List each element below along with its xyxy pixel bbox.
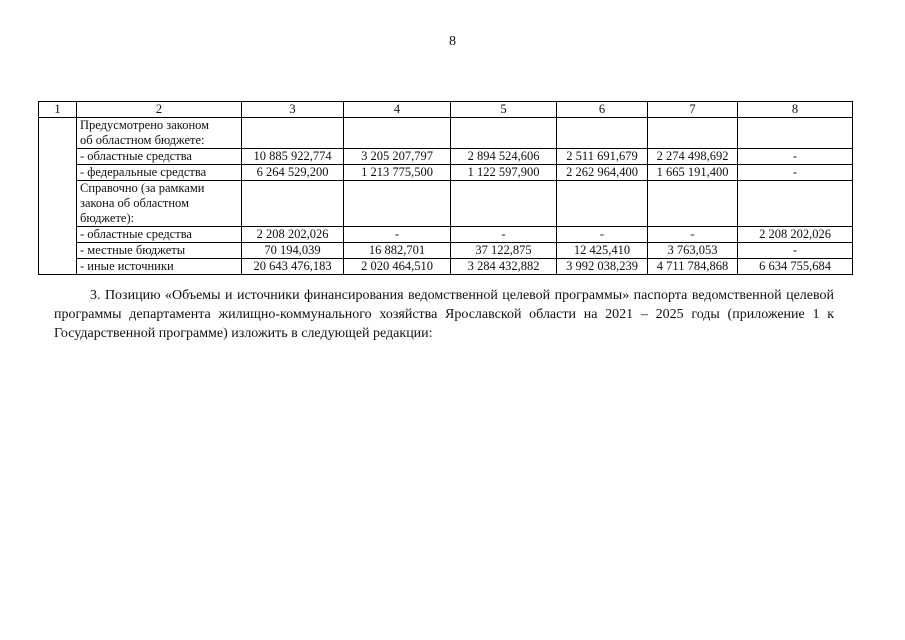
header-cell: 3 <box>242 102 344 118</box>
block-title-line: Справочно (за рамками <box>80 181 205 195</box>
value-cell: - <box>738 149 853 165</box>
empty-cell <box>451 118 557 149</box>
table-row <box>39 259 853 275</box>
value-cell: 4 711 784,868 <box>648 259 738 275</box>
value-cell: 2 020 464,510 <box>344 259 451 275</box>
value-cell: 1 665 191,400 <box>648 165 738 181</box>
empty-cell <box>242 181 344 227</box>
value-cell: 1 213 775,500 <box>344 165 451 181</box>
value-cell: 37 122,875 <box>451 243 557 259</box>
row-label: - федеральные средства <box>77 165 242 181</box>
block-title-line: закона об областном <box>80 196 189 210</box>
row-label: - иные источники <box>77 259 242 275</box>
value-cell: 3 992 038,239 <box>557 259 648 275</box>
value-cell: 12 425,410 <box>557 243 648 259</box>
header-cell: 5 <box>451 102 557 118</box>
value-cell: - <box>738 165 853 181</box>
block-title-row <box>39 118 853 149</box>
table-row <box>39 243 853 259</box>
value-cell: 2 262 964,400 <box>557 165 648 181</box>
value-cell: 70 194,039 <box>242 243 344 259</box>
table-row <box>39 149 853 165</box>
table-row <box>39 227 853 243</box>
block-title-row <box>39 181 853 227</box>
funding-table <box>38 101 853 275</box>
value-cell: 20 643 476,183 <box>242 259 344 275</box>
block-title <box>77 181 242 227</box>
value-cell: 3 205 207,797 <box>344 149 451 165</box>
value-cell: - <box>557 227 648 243</box>
value-cell: 6 264 529,200 <box>242 165 344 181</box>
amendment-paragraph: 3. Позицию «Объемы и источники финансирования ведомственной целевой программы» паспорта ведомственной целевой программы департамента жилищно-коммунального хозяйства Ярославской области на 2021 – 2025 годы (приложение 1 к Государственной программе) изложить в следующей редакции: <box>54 288 834 341</box>
value-cell: - <box>344 227 451 243</box>
empty-cell <box>451 181 557 227</box>
empty-cell <box>242 118 344 149</box>
value-cell: - <box>648 227 738 243</box>
empty-cell <box>557 118 648 149</box>
value-cell: - <box>451 227 557 243</box>
row-label: - местные бюджеты <box>77 243 242 259</box>
block-title <box>77 118 242 149</box>
value-cell: 2 511 691,679 <box>557 149 648 165</box>
header-cell: 2 <box>77 102 242 118</box>
value-cell: 3 763,053 <box>648 243 738 259</box>
empty-cell <box>738 181 853 227</box>
table-row <box>39 165 853 181</box>
empty-cell <box>738 118 853 149</box>
empty-cell <box>557 181 648 227</box>
value-cell: 2 208 202,026 <box>738 227 853 243</box>
value-cell: - <box>738 243 853 259</box>
block-title-line: Предусмотрено законом <box>80 118 210 132</box>
header-cell: 4 <box>344 102 451 118</box>
table-header-row <box>39 102 853 118</box>
row-label: - областные средства <box>77 227 242 243</box>
value-cell: 6 634 755,684 <box>738 259 853 275</box>
empty-cell <box>344 181 451 227</box>
header-cell: 1 <box>39 102 77 118</box>
value-cell: 1 122 597,900 <box>451 165 557 181</box>
value-cell: 16 882,701 <box>344 243 451 259</box>
page-number: 8 <box>449 34 456 49</box>
row-label: - областные средства <box>77 149 242 165</box>
value-cell: 3 284 432,882 <box>451 259 557 275</box>
value-cell: 2 208 202,026 <box>242 227 344 243</box>
block-title-line: бюджете): <box>80 211 135 225</box>
value-cell: 2 894 524,606 <box>451 149 557 165</box>
empty-cell <box>648 181 738 227</box>
header-cell: 7 <box>648 102 738 118</box>
block-title-line: об областном бюджете: <box>80 133 205 147</box>
value-cell: 2 274 498,692 <box>648 149 738 165</box>
empty-cell <box>344 118 451 149</box>
header-cell: 6 <box>557 102 648 118</box>
empty-first-column <box>39 118 77 275</box>
empty-cell <box>648 118 738 149</box>
header-cell: 8 <box>738 102 853 118</box>
value-cell: 10 885 922,774 <box>242 149 344 165</box>
